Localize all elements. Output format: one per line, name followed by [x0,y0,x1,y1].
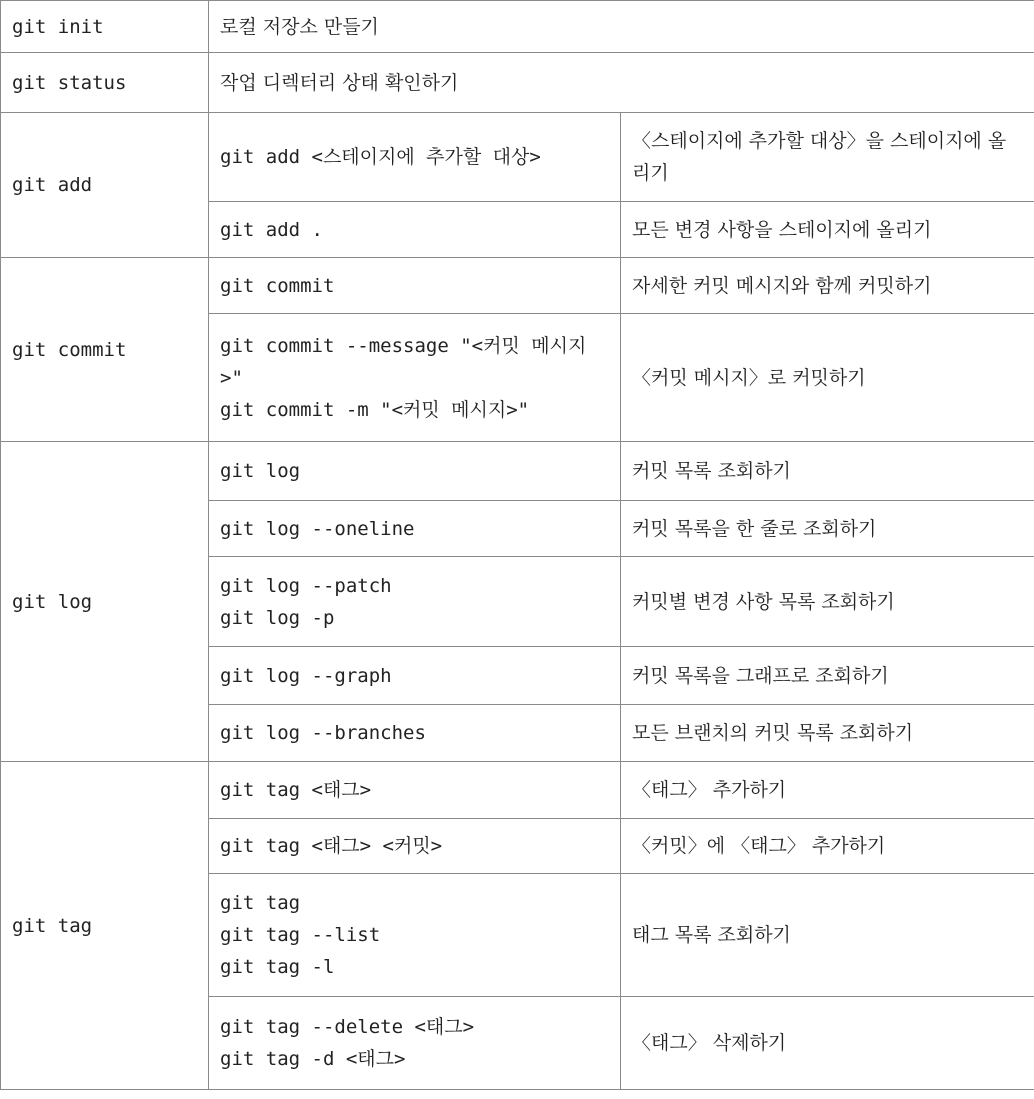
command-cell: git tag [1,762,209,1090]
description-cell: 커밋 목록을 한 줄로 조회하기 [621,501,1034,557]
description-cell: 커밋 목록을 그래프로 조회하기 [621,647,1034,705]
description-cell: 모든 변경 사항을 스테이지에 올리기 [621,202,1034,258]
option-cell: git log [209,442,621,501]
description-cell: 작업 디렉터리 상태 확인하기 [209,53,1034,113]
table-row [1,258,1034,314]
table-row [1,442,1034,501]
description-cell: 〈커밋 메시지〉로 커밋하기 [621,314,1034,442]
option-cell: git add <스테이지에 추가할 대상> [209,113,621,202]
option-cell: git log --patch git log -p [209,557,621,647]
option-cell: git add . [209,202,621,258]
description-cell: 〈스테이지에 추가할 대상〉을 스테이지에 올리기 [621,113,1034,202]
description-cell: 커밋별 변경 사항 목록 조회하기 [621,557,1034,647]
description-cell: 커밋 목록 조회하기 [621,442,1034,501]
description-cell: 〈태그〉 추가하기 [621,762,1034,819]
description-cell: 태그 목록 조회하기 [621,874,1034,997]
command-cell: git init [1,1,209,53]
command-cell: git log [1,442,209,762]
option-cell: git tag <태그> [209,762,621,819]
description-cell: 〈커밋〉에 〈태그〉 추가하기 [621,819,1034,874]
option-cell: git tag <태그> <커밋> [209,819,621,874]
option-cell: git log --branches [209,705,621,762]
command-cell: git status [1,53,209,113]
description-cell: 모든 브랜치의 커밋 목록 조회하기 [621,705,1034,762]
option-cell: git commit [209,258,621,314]
table-row [1,1,1034,53]
table-row [1,762,1034,819]
table-row [1,113,1034,202]
option-cell: git tag git tag --list git tag -l [209,874,621,997]
option-cell: git log --oneline [209,501,621,557]
option-cell: git tag --delete <태그> git tag -d <태그> [209,997,621,1090]
description-cell: 로컬 저장소 만들기 [209,1,1034,53]
table-row [1,53,1034,113]
description-cell: 〈태그〉 삭제하기 [621,997,1034,1090]
command-cell: git add [1,113,209,258]
command-cell: git commit [1,258,209,442]
option-cell: git commit --message "<커밋 메시지>" git commit -m "<커밋 메시지>" [209,314,621,442]
description-cell: 자세한 커밋 메시지와 함께 커밋하기 [621,258,1034,314]
option-cell: git log --graph [209,647,621,705]
